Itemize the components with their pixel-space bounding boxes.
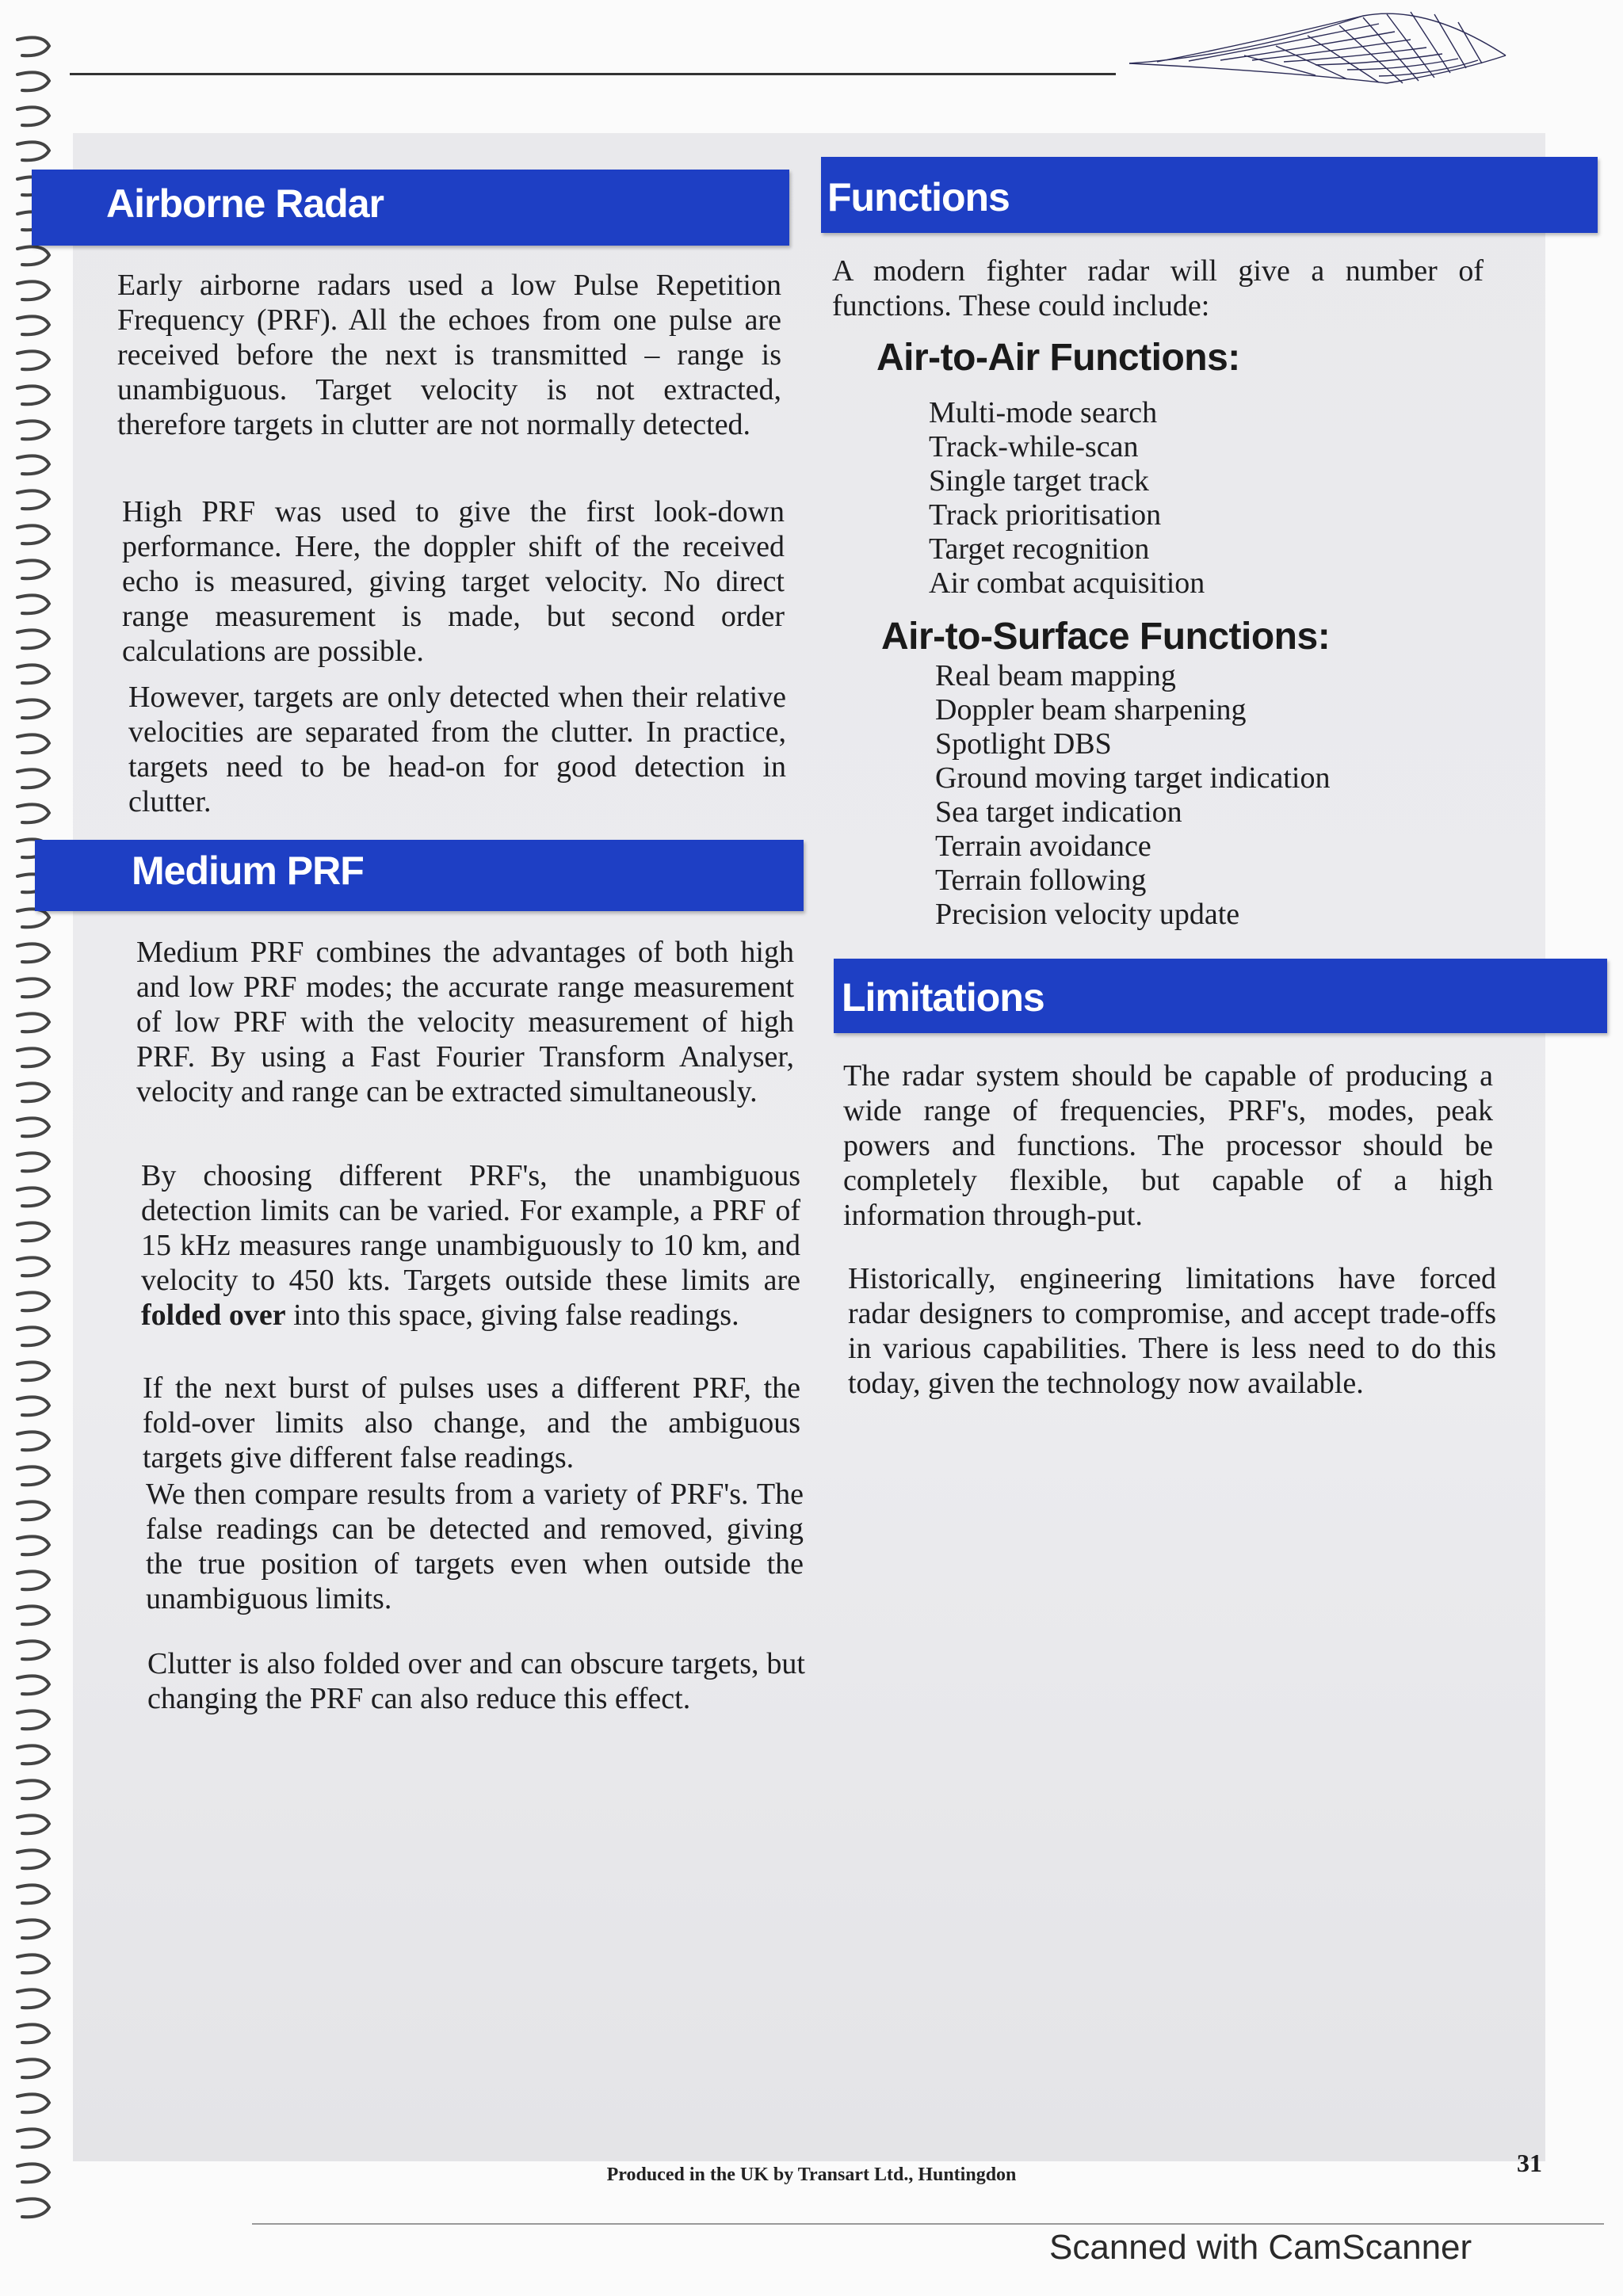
spiral-coil	[17, 630, 49, 648]
air-to-surface-heading: Air-to-Surface Functions:	[881, 616, 1331, 658]
list-item: Multi-mode search	[929, 396, 1158, 429]
spiral-coil	[17, 351, 49, 369]
spiral-coil	[17, 560, 49, 578]
list-item: Terrain avoidance	[935, 830, 1151, 863]
spiral-coil	[17, 1222, 49, 1241]
spiral-coil	[17, 1013, 49, 1032]
spiral-coil	[17, 142, 49, 160]
radar-net-logo	[1125, 8, 1522, 95]
spiral-coil	[17, 1606, 49, 1624]
list-item: Target recognition	[929, 532, 1150, 566]
spiral-coil	[17, 978, 49, 997]
spiral-coil	[17, 2059, 49, 2077]
spiral-coil	[17, 769, 49, 788]
spiral-coil	[17, 1466, 49, 1485]
list-item: Track prioritisation	[929, 498, 1162, 532]
spiral-coil	[17, 72, 49, 90]
medium-paragraph-2	[141, 1158, 800, 1333]
page-number: 31	[1517, 2149, 1542, 2177]
spiral-coil	[17, 700, 49, 718]
spiral-coil	[17, 246, 49, 265]
spiral-coil	[17, 421, 49, 439]
spiral-coil	[17, 281, 49, 299]
folded-over-emphasis: folded over	[141, 1299, 286, 1332]
list-item: Terrain following	[935, 864, 1147, 897]
medium-paragraph-2-text: By choosing different PRF's, the unambiguous detection limits can be varied. For example, a PRF of 15 kHz measures range unambiguously to 10 km, and velocity to 450 kts. Targets outside these limits are	[141, 1159, 800, 1297]
air-to-air-heading: Air-to-Air Functions:	[876, 337, 1240, 379]
spiral-coil	[17, 1780, 49, 1798]
spiral-coil	[17, 1989, 49, 2008]
spiral-coil	[17, 944, 49, 962]
list-item: Track-while-scan	[929, 430, 1139, 463]
spiral-coil	[17, 1850, 49, 1868]
footer-rule	[252, 2223, 1604, 2225]
limitations-paragraph-1: The radar system should be capable of producing a wide range of frequencies, PRF's, modes, peak powers and functions. The processor should be completely flexible, but capable of a high information through-put.	[843, 1059, 1493, 1232]
spiral-coil	[17, 456, 49, 474]
airborne-paragraph-2: High PRF was used to give the first look-down performance. Here, the doppler shift of the received echo is measured, giving target velocity. No direct range measurement is made, but second order calculations are possible.	[122, 495, 785, 668]
header-rule	[70, 73, 1116, 75]
list-item: Air combat acquisition	[929, 566, 1205, 600]
spiral-coil	[17, 1641, 49, 1659]
spiral-binding	[11, 32, 74, 2234]
spiral-coil	[17, 1327, 49, 1345]
list-item: Real beam mapping	[935, 659, 1176, 692]
spiral-coil	[17, 1432, 49, 1450]
spiral-coil	[17, 1153, 49, 1171]
spiral-coil	[17, 1188, 49, 1206]
spiral-coil	[17, 909, 49, 927]
spiral-coil	[17, 1292, 49, 1310]
spiral-coil	[17, 1745, 49, 1764]
spiral-coil	[17, 1083, 49, 1101]
spiral-coil	[17, 1257, 49, 1276]
spiral-coil	[17, 595, 49, 613]
list-item: Precision velocity update	[935, 898, 1240, 931]
spiral-coil	[17, 1118, 49, 1136]
spiral-coil	[17, 1501, 49, 1520]
medium-paragraph-3: If the next burst of pulses uses a different PRF, the fold-over limits also change, and the ambiguous targets give different false readings.	[143, 1371, 800, 1474]
spiral-coil	[17, 2024, 49, 2042]
list-item: Single target track	[929, 464, 1149, 498]
spiral-coil	[17, 1676, 49, 1694]
limitations-heading: Limitations	[834, 959, 1607, 1033]
list-item: Ground moving target indication	[935, 761, 1331, 795]
spiral-coil	[17, 107, 49, 125]
spiral-coil	[17, 804, 49, 822]
medium-paragraph-2-tail: into this space, giving false readings.	[285, 1299, 739, 1332]
list-item: Sea target indication	[935, 795, 1182, 829]
spiral-coil	[17, 1362, 49, 1380]
spiral-coil	[17, 1571, 49, 1589]
spiral-coil	[17, 316, 49, 334]
spiral-coil	[17, 490, 49, 509]
spiral-coil	[17, 1397, 49, 1415]
spiral-coil	[17, 37, 49, 55]
spiral-coil	[17, 1920, 49, 1938]
functions-intro: A modern fighter radar will give a number of functions. These could include:	[832, 254, 1484, 322]
limitations-paragraph-2: Historically, engineering limitations have forced radar designers to compromise, and accept trade-offs in various capabilities. There is less need to do this today, given the technology now available.	[848, 1262, 1496, 1400]
footer-credit: Produced in the UK by Transart Ltd., Huntingdon	[606, 2164, 1017, 2185]
scanner-watermark: Scanned with CamScanner	[1049, 2228, 1472, 2267]
medium-paragraph-5: Clutter is also folded over and can obscure targets, but changing the PRF can also reduce this effect.	[147, 1647, 805, 1715]
spiral-coil	[17, 1536, 49, 1554]
air-to-air-list	[929, 396, 1205, 601]
functions-heading: Functions	[821, 157, 1598, 233]
airborne-paragraph-3: However, targets are only detected when their relative velocities are separated from the clutter. In practice, targets need to be head-on for good detection in clutter.	[128, 681, 786, 818]
medium-paragraph-4: We then compare results from a variety of PRF's. The false readings can be detected and removed, giving the true position of targets even when outside the unambiguous limits.	[146, 1478, 804, 1615]
spiral-coil	[17, 734, 49, 753]
medium-prf-heading: Medium PRF	[35, 840, 804, 911]
spiral-coil	[17, 525, 49, 543]
spiral-coil	[17, 665, 49, 683]
spiral-coil	[17, 1885, 49, 1903]
spiral-coil	[17, 1048, 49, 1066]
medium-paragraph-1: Medium PRF combines the advantages of both high and low PRF modes; the accurate range measurement of low PRF with the velocity measurement of high PRF. By using a Fast Fourier Transform Analyser, velocity and range can be extracted simultaneously.	[136, 936, 794, 1108]
spiral-coil	[17, 2129, 49, 2147]
spiral-coil	[17, 386, 49, 404]
spiral-coil	[17, 1955, 49, 1973]
spiral-coil	[17, 1711, 49, 1729]
spiral-coil	[17, 2094, 49, 2112]
list-item: Spotlight DBS	[935, 727, 1112, 761]
airborne-paragraph-1: Early airborne radars used a low Pulse Repetition Frequency (PRF). All the echoes from one pulse are received before the next is transmitted – range is unambiguous. Target velocity is not extracted, therefore targets in clutter are not normally detected.	[117, 269, 781, 441]
air-to-surface-list	[935, 659, 1331, 932]
airborne-radar-heading: Airborne Radar	[32, 170, 789, 246]
spiral-coil	[17, 2199, 49, 2217]
list-item: Doppler beam sharpening	[935, 693, 1247, 727]
spiral-coil	[17, 1815, 49, 1833]
